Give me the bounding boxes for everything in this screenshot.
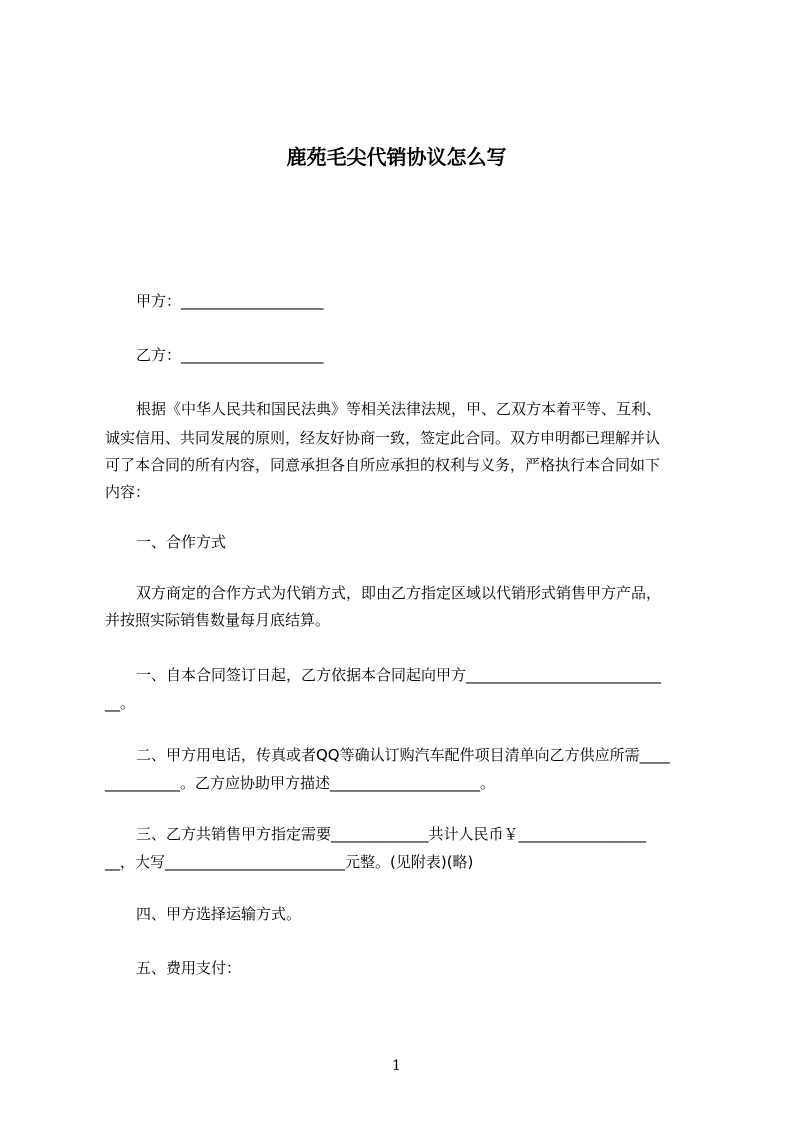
preamble-line-3: 可了本合同的所有内容，同意承担各自所应承担的权利与义务，严格执行本合同如下 xyxy=(105,456,661,474)
section-1-heading: 一、合作方式 xyxy=(136,533,227,551)
clause-1-line-2: __。 xyxy=(105,694,136,712)
clause-4: 四、甲方选择运输方式。 xyxy=(136,905,302,923)
clause-2-line-2: __________。乙方应协助甲方描述____________________。 xyxy=(105,774,496,792)
page-number: 1 xyxy=(392,1058,401,1074)
clause-2-line-1: 二、甲方用电话，传真或者QQ等确认订购汽车配件项目清单向乙方供应所需____ xyxy=(136,746,670,764)
section-1-line-1: 双方商定的合作方式为代销方式，即由乙方指定区域以代销形式销售甲方产品， xyxy=(136,584,662,602)
party-a-line: 甲方：___________________ xyxy=(136,292,324,310)
preamble-line-1: 根据《中华人民共和国民法典》等相关法律法规，甲、乙双方本着平等、互利、 xyxy=(136,400,662,418)
clause-3-line-1: 三、乙方共销售甲方指定需要_____________共计人民币￥_________________ xyxy=(136,825,647,843)
document-title: 鹿苑毛尖代销协议怎么写 xyxy=(286,145,507,169)
preamble-line-4: 内容： xyxy=(105,483,151,501)
preamble-line-2: 诚实信用、共同发展的原则，经友好协商一致，签定此合同。双方申明都已理解并认 xyxy=(105,429,661,447)
clause-1-line-1: 一、自本合同签订日起，乙方依据本合同起向甲方__________________________ xyxy=(136,666,662,684)
clause-5: 五、费用支付： xyxy=(136,959,242,977)
party-b-line: 乙方：___________________ xyxy=(136,346,324,364)
section-1-line-2: 并按照实际销售数量每月底结算。 xyxy=(105,611,331,629)
clause-3-line-2: __，大写________________________元整。(见附表)(略) xyxy=(105,853,474,871)
